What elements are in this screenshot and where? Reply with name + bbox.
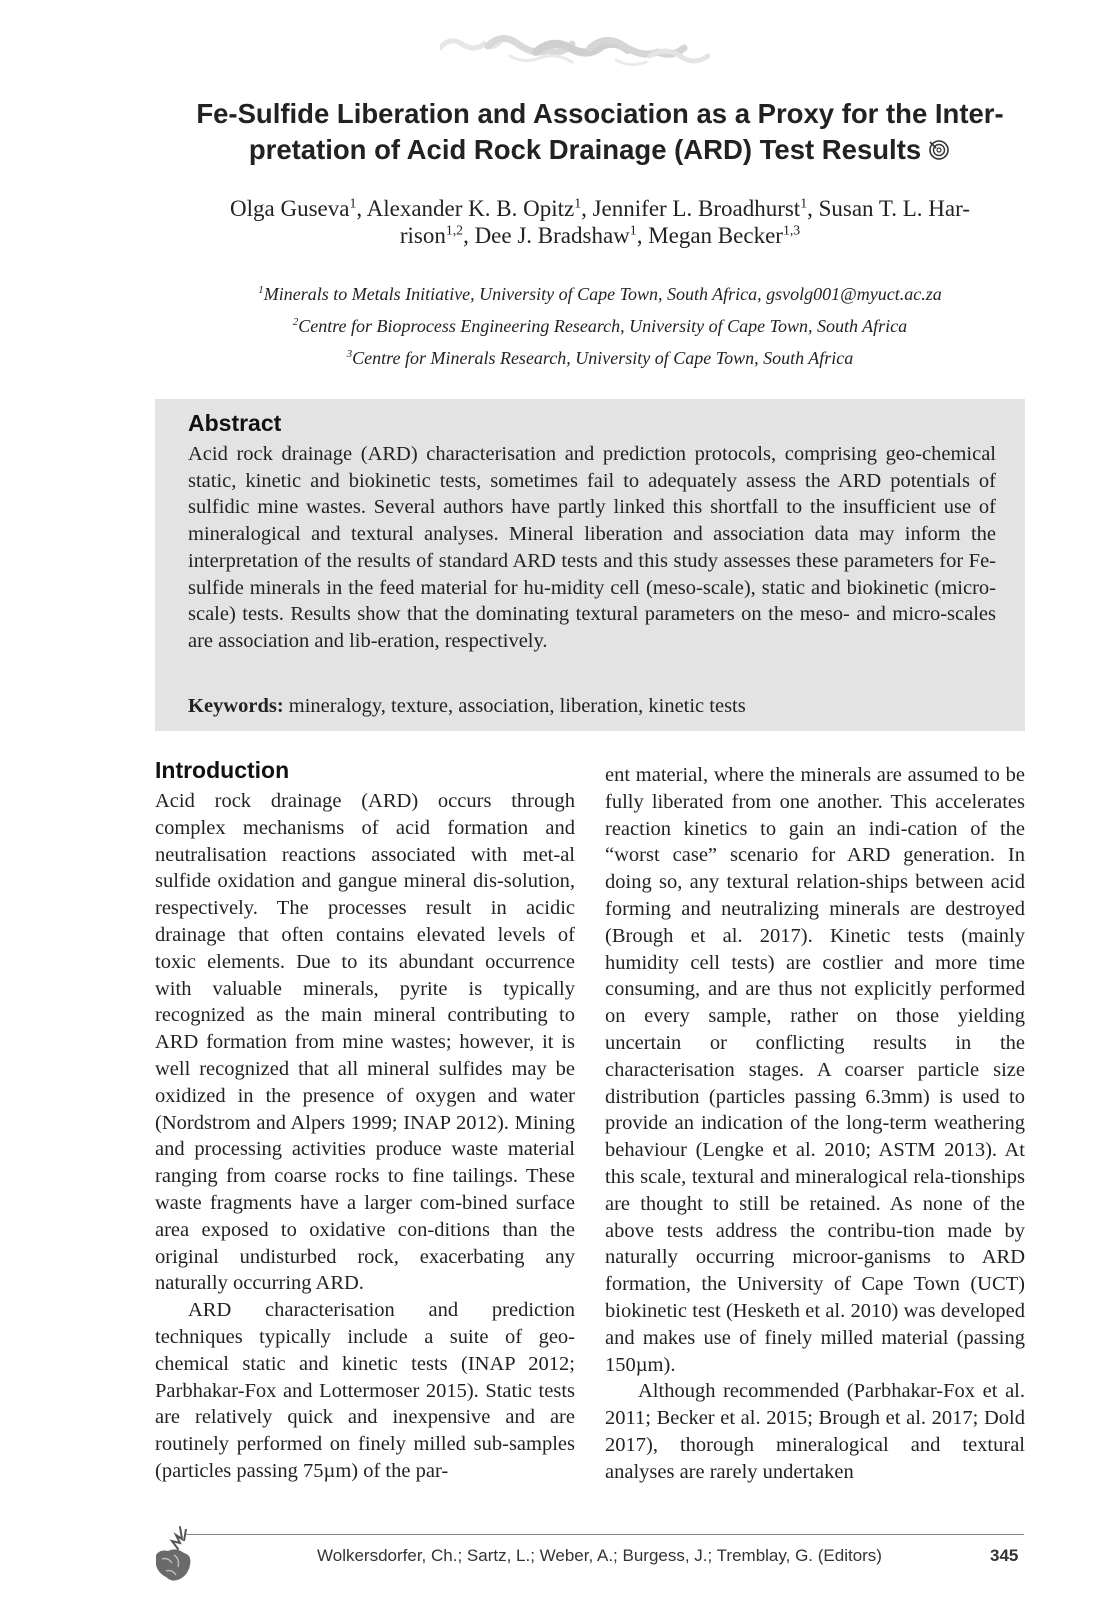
author-line-1 [150, 195, 1050, 222]
footer-rule [186, 1534, 1024, 1535]
author-line-2 [150, 222, 1050, 249]
author-affil-sup: 1 [574, 195, 582, 211]
author-list [150, 195, 1050, 249]
title-line-2-text: pretation of Acid Rock Drainage (ARD) Test Results [248, 134, 922, 165]
abstract-text: Acid rock drainage (ARD) characterisation and prediction protocols, comprising geo-chemical static, kinetic and biokinetic tests, sometimes fail to adequately assess the ARD potentials of sulfidic mine wastes. Several authors have partly linked this shortfall to the insufficient use of mineralogical and textural analyses. Mineral liberation and association data may inform the interpretation of the results of standard ARD tests and this study assesses these parameters for Fe-sulfide minerals in the feed material for hu-midity cell (meso-scale), static and biokinetic (micro-scale) tests. Results show that the dominating textural parameters on the meso- and micro-scales are association and lib-eration, respectively. [188, 443, 996, 652]
open-access-icon [927, 138, 951, 162]
affiliation-sup: 3 [346, 348, 353, 360]
affiliation-3 [150, 342, 1050, 374]
title-line-1: Fe-Sulfide Liberation and Association as a Proxy for the Inter- [196, 98, 1004, 129]
author-name: , Dee J. Bradshaw [463, 223, 630, 248]
footer-editors: Wolkersdorfer, Ch.; Sartz, L.; Weber, A.; Burgess, J.; Tremblay, G. (Editors) [317, 1546, 882, 1565]
footer-logo-icon [150, 1525, 198, 1585]
author-affil-sup: 1 [800, 195, 808, 211]
keywords [188, 693, 996, 719]
paragraph: Acid rock drainage (ARD) occurs through complex mechanisms of acid formation and neutralisation reactions associated with met-al sulfide oxidation and gangue mineral dis-solution, respectively. The processes result in acidic drainage that often contains elevated levels of toxic elements. Due to its abundant occurrence with valuable minerals, pyrite is typically recognized as the main mineral contributing to ARD formation from mine wastes; however, it is well recognized that all mineral sulfides may be oxidized in the presence of oxygen and water (Nordstrom and Alpers 1999; INAP 2012). Mining and processing activities produce waste material ranging from coarse rocks to fine tailings. These waste fragments have a larger com-bined surface area exposed to oxidative con-ditions than the original undisturbed rock, exacerbating any naturally occurring ARD. [155, 790, 575, 1295]
author-name: rison [399, 223, 446, 248]
author-name: , Jennifer L. Broadhurst [581, 196, 801, 221]
paragraph: ARD characterisation and prediction techniques typically include a suite of geo-chemical static and kinetic tests (INAP 2012; Parbhakar-Fox and Lottermoser 2015). Static tests are relatively quick and inexpensive and are routinely performed on finely milled sub-samples (particles passing 75µm) of the par- [155, 1299, 575, 1482]
author-name: , Susan T. L. Har- [807, 196, 970, 221]
affiliation-1 [150, 278, 1050, 310]
author-affil-sup: 1 [629, 222, 637, 238]
affiliation-sup: 2 [292, 316, 299, 328]
abstract-heading: Abstract [188, 410, 282, 436]
keywords-list: mineralogy, texture, association, liberation, kinetic tests [283, 695, 746, 717]
introduction-heading: Introduction [155, 757, 290, 783]
affiliation-2 [150, 310, 1050, 342]
body-column-left [155, 788, 575, 1485]
affiliation-text: Centre for Bioprocess Engineering Research, University of Cape Town, South Africa [298, 316, 908, 336]
header-wave-ornament [440, 26, 710, 76]
body-column-right [605, 762, 1025, 1486]
author-name: , Megan Becker [636, 223, 783, 248]
affiliation-sup: 1 [258, 284, 264, 296]
paper-title [160, 96, 1040, 168]
paragraph: Although recommended (Parbhakar-Fox et al. 2011; Becker et al. 2015; Brough et al. 2017; Dold 2017), thorough mineralogical and textural analyses are rarely undertaken [605, 1380, 1025, 1483]
author-name: , Alexander K. B. Opitz [356, 196, 575, 221]
affiliation-text: Centre for Minerals Research, University of Cape Town, South Africa [352, 348, 854, 368]
author-affil-sup: 1,2 [445, 222, 464, 238]
affiliations [150, 278, 1050, 374]
author-name: Olga Guseva [230, 196, 350, 221]
author-affil-sup: 1 [349, 195, 357, 211]
paragraph: ent material, where the minerals are assumed to be fully liberated from one another. This accelerates reaction kinetics to gain an indi-cation of the “worst case” scenario for ARD generation. In doing so, any textural relation-ships between acid forming and neutralizing minerals are destroyed (Brough et al. 2017). Kinetic tests (mainly humidity cell tests) are costlier and more time consuming, and are thus not explicitly performed on every sample, rather on those yielding uncertain or conflicting results in the characterisation stages. A coarser particle size distribution (particles passing 6.3mm) is used to provide an indication of the long-term weathering behaviour (Lengke et al. 2010; ASTM 2013). At this scale, textural and mineralogical rela-tionships are thought to still be retained. As none of the above tests address the contribu-tion made by naturally occurring microor-ganisms to ARD formation, the University of Cape Town (UCT) biokinetic test (Hesketh et al. 2010) was developed and makes use of finely milled material (passing 150µm). [605, 764, 1025, 1376]
abstract-box [155, 399, 1025, 731]
page-number: 345 [990, 1546, 1019, 1565]
title-line-2 [160, 132, 1040, 168]
affiliation-text: Minerals to Metals Initiative, University of Cape Town, South Africa, gsvolg001@myuct.ac.za [263, 284, 942, 304]
keywords-label: Keywords: [188, 695, 284, 717]
author-affil-sup: 1,3 [782, 222, 801, 238]
